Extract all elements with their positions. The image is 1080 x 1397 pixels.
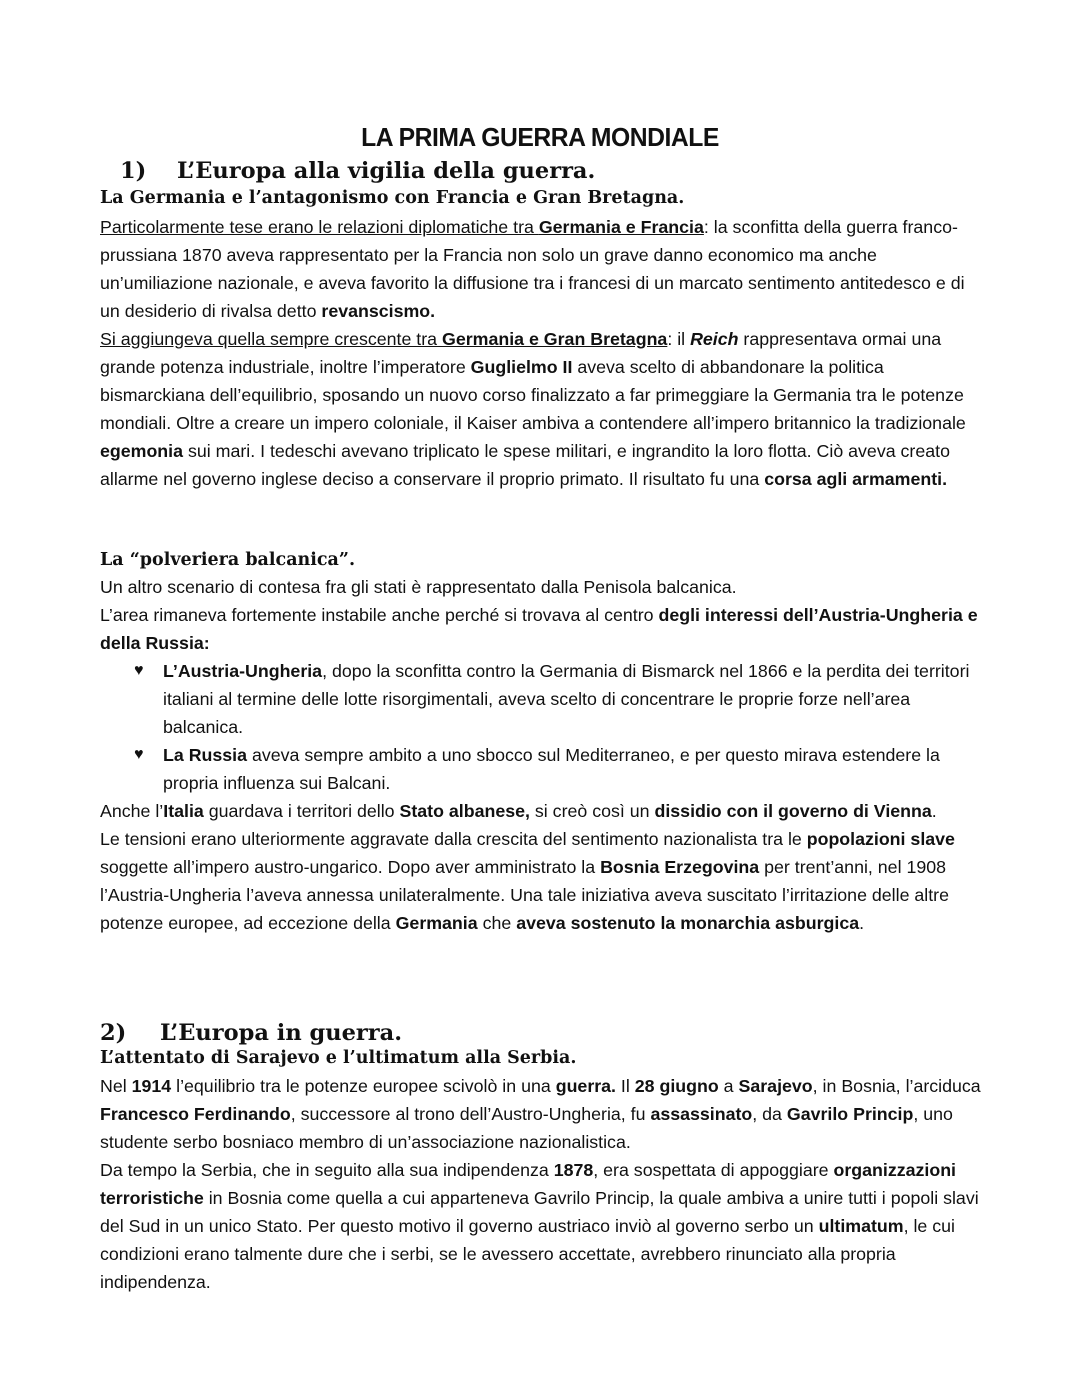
- text-run: Anche l’: [100, 801, 164, 821]
- bold-term: revanscismo.: [321, 301, 436, 321]
- bold-term: Guglielmo II: [470, 357, 573, 377]
- bold-term: Bosnia Erzegovina: [600, 857, 760, 877]
- text-block-balcani: [100, 573, 985, 937]
- text-run: : il: [667, 329, 691, 349]
- text-run: , in Bosnia, l’arciduca: [812, 1076, 981, 1096]
- bold-term: degli interessi dell’Austria-Ungheria e della Russia:: [100, 605, 978, 653]
- heart-icon: ♥: [134, 662, 144, 679]
- bold-term: 1914: [131, 1076, 172, 1096]
- text-run: in Bosnia come quella a cui apparteneva Gavrilo Princip, la quale ambiva a unire tutti i popoli slavi del Sud in un unico Stato. Per questo motivo il governo austriaco inviò al governo serbo un: [100, 1188, 979, 1236]
- section-number: 1): [120, 158, 147, 184]
- paragraph: [100, 325, 985, 493]
- bold-term: corsa agli armamenti.: [764, 469, 948, 489]
- bold-term: Gavrilo Princip: [786, 1104, 914, 1124]
- text-run: Nel: [100, 1076, 132, 1096]
- text-run: , era sospettata di appoggiare: [593, 1160, 834, 1180]
- bold-term: guerra.: [555, 1076, 616, 1096]
- bold-term: L’Austria-Ungheria: [163, 661, 323, 681]
- paragraph: [100, 1156, 985, 1296]
- text-run: soggette all’impero austro-ungarico. Dopo aver amministrato la: [100, 857, 601, 877]
- text-run: aveva scelto di abbandonare la politica bismarckiana dell’equilibrio, sposando un nuovo corso finalizzato a far primeggiare la Germania tra le potenze mondiali. Oltre a creare un impero coloniale, il Kaiser ambiva a contendere all’impero britannico la tradizionale: [100, 357, 966, 433]
- text-run: Particolarmente tese erano le relazioni diplomatiche tra: [100, 217, 539, 237]
- bold-term: Germania e Gran Bretagna: [442, 329, 668, 349]
- text-run: sui mari. I tedeschi avevano triplicato le spese militari, e ingrandito la loro flotta. Ciò aveva creato allarme nel governo inglese deciso a conservare il proprio primato. Il risultato fu una: [100, 441, 950, 489]
- text-run: si creò così un: [529, 801, 655, 821]
- heart-icon: ♥: [134, 746, 144, 763]
- text-run: , uno studente serbo bosniaco membro di un’associazione nazionalistica.: [100, 1104, 953, 1152]
- bold-italic-term: Reich: [690, 329, 739, 349]
- section-title: L’Europa alla vigilia della guerra.: [177, 158, 596, 184]
- section-number: 2): [100, 1020, 127, 1046]
- bold-term: Germania e Francia: [538, 217, 704, 237]
- text-run: per trent’anni, nel 1908 l’Austria-Ungheria l’aveva annessa unilateralmente. Una tale iniziativa aveva suscitato l’irritazione delle altre potenze europee, ad eccezione della: [100, 857, 949, 933]
- text-run: Si aggiungeva quella sempre crescente tra: [100, 329, 442, 349]
- bold-term: Italia: [163, 801, 204, 821]
- text-run: , successore al trono dell’Austro-Ungheria, fu: [290, 1104, 651, 1124]
- subheading-sarajevo: L’attentato di Sarajevo e l’ultimatum alla Serbia.: [100, 1048, 577, 1068]
- text-run: che: [477, 913, 517, 933]
- bold-term: Stato albanese,: [399, 801, 530, 821]
- text-run: , dopo la sconfitta contro la Germania di Bismarck nel 1866 e la perdita dei territori italiani al termine delle lotte risorgimentali, aveva scelto di concentrare le proprie forze nell’area balcanica.: [163, 661, 970, 737]
- text-run: L’area rimaneva fortemente instabile anche perché si trovava al centro: [100, 605, 659, 625]
- paragraph: [100, 797, 985, 825]
- section-heading-1: [100, 158, 595, 184]
- text-run: aveva sempre ambito a uno sbocco sul Mediterraneo, e per questo mirava estendere la propria influenza sui Balcani.: [163, 745, 940, 793]
- text-run: , da: [752, 1104, 787, 1124]
- bold-term: 28 giugno: [634, 1076, 719, 1096]
- paragraph: [100, 1072, 985, 1156]
- text-run: Le tensioni erano ulteriormente aggravate dalla crescita del sentimento nazionalista tra le: [100, 829, 807, 849]
- text-run: , le cui condizioni erano talmente dure che i serbi, se le avessero accettate, avrebbero rinunciato alla propria indipendenza.: [100, 1216, 955, 1292]
- list-item: [100, 741, 985, 797]
- paragraph: [100, 825, 985, 937]
- section-title: L’Europa in guerra.: [160, 1020, 403, 1046]
- list-item: [100, 657, 985, 741]
- text-block-germania: [100, 213, 985, 493]
- text-run: : la sconfitta della guerra franco-prussiana 1870 aveva rappresentato per la Francia non solo un grave danno economico ma anche un’umiliazione nazionale, e aveva favorito la diffusione tra i francesi di un marcato sentimento antitedesco e di un desiderio di rivalsa detto: [100, 217, 965, 321]
- bold-term: egemonia: [100, 441, 184, 461]
- subheading-germania: La Germania e l’antagonismo con Francia e Gran Bretagna.: [100, 188, 685, 208]
- bold-term: ultimatum: [818, 1216, 904, 1236]
- text-run: rappresentava ormai una grande potenza industriale, inoltre l’imperatore: [100, 329, 942, 377]
- bold-term: Sarajevo: [738, 1076, 813, 1096]
- paragraph: [100, 601, 985, 657]
- bullet-list: [100, 657, 985, 797]
- page-title: LA PRIMA GUERRA MONDIALE: [361, 122, 719, 152]
- text-run: l’equilibrio tra le potenze europee scivolò in una: [171, 1076, 556, 1096]
- bold-term: Francesco Ferdinando: [100, 1104, 291, 1124]
- text-run: a: [718, 1076, 739, 1096]
- text-run: .: [931, 801, 937, 821]
- bold-term: 1878: [553, 1160, 594, 1180]
- text-run: guardava i territori dello: [203, 801, 400, 821]
- bold-term: aveva sostenuto la monarchia asburgica: [516, 913, 860, 933]
- paragraph: Un altro scenario di contesa fra gli stati è rappresentato dalla Penisola balcanica.: [100, 577, 737, 597]
- paragraph: [100, 213, 985, 325]
- bold-term: Germania: [395, 913, 478, 933]
- bold-term: dissidio con il governo di Vienna: [654, 801, 932, 821]
- bold-term: organizzazioni terroristiche: [100, 1160, 956, 1208]
- text-run: Il: [615, 1076, 635, 1096]
- text-block-sarajevo: [100, 1072, 985, 1296]
- text-run: Da tempo la Serbia, che in seguito alla sua indipendenza: [100, 1160, 554, 1180]
- bold-term: La Russia: [163, 745, 248, 765]
- bold-term: assassinato: [650, 1104, 753, 1124]
- subheading-polveriera: La “polveriera balcanica”.: [100, 550, 356, 570]
- section-heading-2: [100, 1020, 402, 1046]
- text-run: .: [859, 913, 865, 933]
- bold-term: popolazioni slave: [806, 829, 955, 849]
